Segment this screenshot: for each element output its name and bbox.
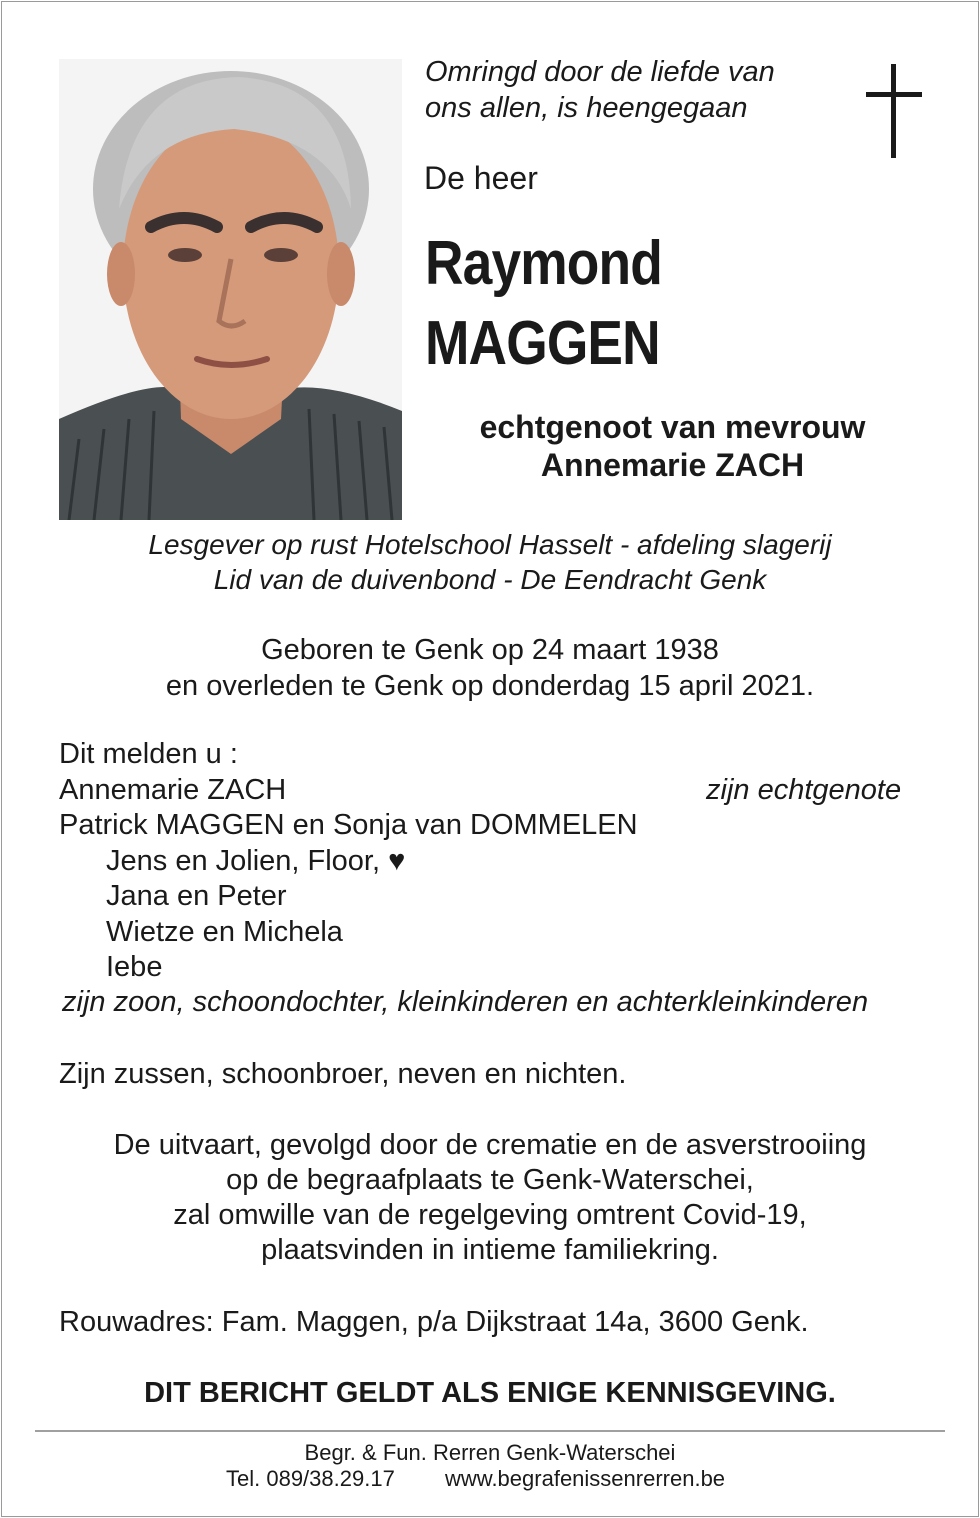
notice-text: DIT BERICHT GELDT ALS ENIGE KENNISGEVING. (144, 1377, 836, 1409)
spouse-line-2: Annemarie ZACH (540, 447, 805, 483)
footer-website[interactable]: www.begrafenissenrerren.be (445, 1466, 726, 1491)
divider (35, 1430, 945, 1432)
occupation-block (0, 527, 980, 597)
occupation-line-2: Lid van de duivenbond - De Eendracht Genk (213, 564, 767, 595)
death-line: en overleden te Genk op donderdag 15 april 2021. (165, 670, 815, 702)
grandchild-line-4: Iebe (106, 951, 163, 983)
wife-name: Annemarie ZACH (59, 774, 287, 806)
funeral-block (0, 1128, 980, 1268)
occupation-line-1: Lesgever op rust Hotelschool Hasselt - afdeling slagerij (148, 529, 832, 560)
grandchild-line-3: Wietze en Michela (106, 916, 343, 948)
other-relatives: Zijn zussen, schoonbroer, neven en nichten. (59, 1058, 627, 1090)
honorific: De heer (424, 160, 538, 196)
portrait-photo (59, 59, 402, 520)
funeral-line-2: op de begraafplaats te Genk-Waterschei, (226, 1164, 754, 1196)
son-name: Patrick MAGGEN en Sonja van DOMMELEN (59, 809, 638, 841)
funeral-company: Begr. & Fun. Rerren Genk-Waterschei (304, 1440, 676, 1465)
funeral-line-1: De uitvaart, gevolgd door de crematie en de asverstrooiing (113, 1129, 867, 1161)
intro-text (425, 54, 775, 126)
first-name: Raymond (425, 229, 662, 298)
last-name: MAGGEN (425, 309, 660, 378)
announce-heading: Dit melden u : (59, 738, 238, 770)
spouse-line-1: echtgenoot van mevrouw (479, 409, 866, 445)
cross-icon (866, 64, 922, 158)
mourning-address: Rouwadres: Fam. Maggen, p/a Dijkstraat 14a, 3600 Genk. (59, 1306, 809, 1338)
grandchild-line-1: Jens en Jolien, Floor, ♥ (106, 845, 406, 877)
intro-line-1: Omringd door de liefde van (425, 56, 775, 88)
grandchild-line-2: Jana en Peter (106, 880, 287, 912)
birth-line: Geboren te Genk op 24 maart 1938 (261, 634, 719, 666)
dates-block (0, 632, 980, 704)
intro-line-2: ons allen, is heengegaan (425, 92, 748, 124)
wife-relation: zijn echtgenote (706, 774, 902, 806)
family-relation: zijn zoon, schoondochter, kleinkinderen en achterkleinkinderen (62, 986, 869, 1018)
funeral-line-3: zal omwille van de regelgeving omtrent Covid-19, (173, 1199, 807, 1231)
funeral-line-4: plaatsvinden in intieme familiekring. (261, 1234, 719, 1266)
footer-phone: Tel. 089/38.29.17 (226, 1466, 395, 1491)
spouse-block (440, 408, 905, 484)
